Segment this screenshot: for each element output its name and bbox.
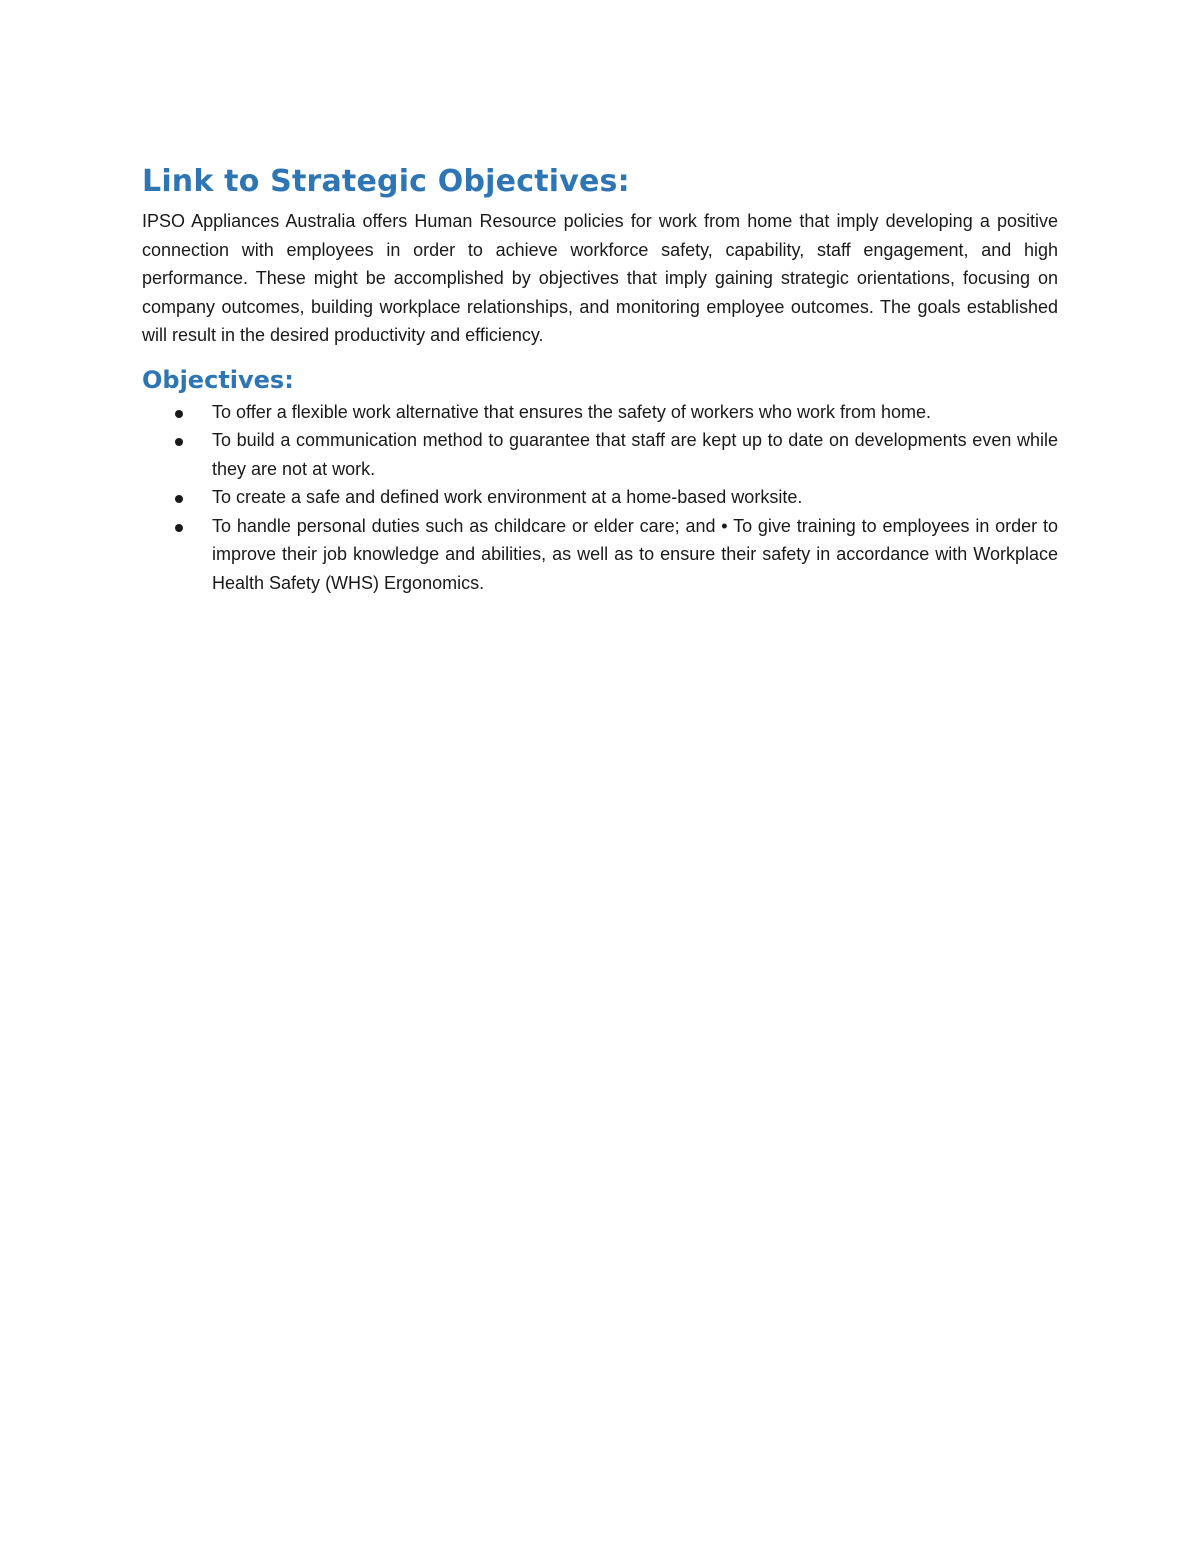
list-item-text: To handle personal duties such as childcare or elder care; and • To give training to employees in order to improve their job knowledge and abilities, as well as to ensure their safety in accordance with Workplace Health Safety (WHS) Ergonomics. bbox=[212, 515, 1058, 593]
list-item bbox=[142, 426, 1058, 483]
bullet-icon bbox=[175, 438, 183, 446]
list-item-text: To create a safe and defined work environment at a home-based worksite. bbox=[212, 487, 803, 507]
list-item-text: To offer a flexible work alternative that ensures the safety of workers who work from home. bbox=[212, 401, 931, 422]
intro-paragraph: IPSO Appliances Australia offers Human Resource policies for work from home that imply developing a positive connection with employees in order to achieve workforce safety, capability, staff engagement, and high performance. These might be accomplished by objectives that imply gaining strategic orientations, focusing on company outcomes, building workplace relationships, and monitoring employee outcomes. The goals established will result in the desired productivity and efficiency. bbox=[142, 211, 1058, 345]
list-item bbox=[142, 398, 1058, 427]
section-heading-objectives: Objectives: bbox=[142, 365, 294, 394]
bullet-icon bbox=[175, 524, 183, 532]
list-item bbox=[142, 512, 1058, 598]
objectives-list bbox=[142, 398, 1058, 598]
bullet-icon bbox=[175, 410, 183, 418]
list-item bbox=[142, 483, 1058, 512]
bullet-icon bbox=[175, 495, 183, 503]
page-title: Link to Strategic Objectives: bbox=[142, 164, 630, 199]
document-page bbox=[142, 163, 1058, 597]
list-item-text: To build a communication method to guarantee that staff are kept up to date on developments even while they are not at work. bbox=[212, 430, 1058, 479]
